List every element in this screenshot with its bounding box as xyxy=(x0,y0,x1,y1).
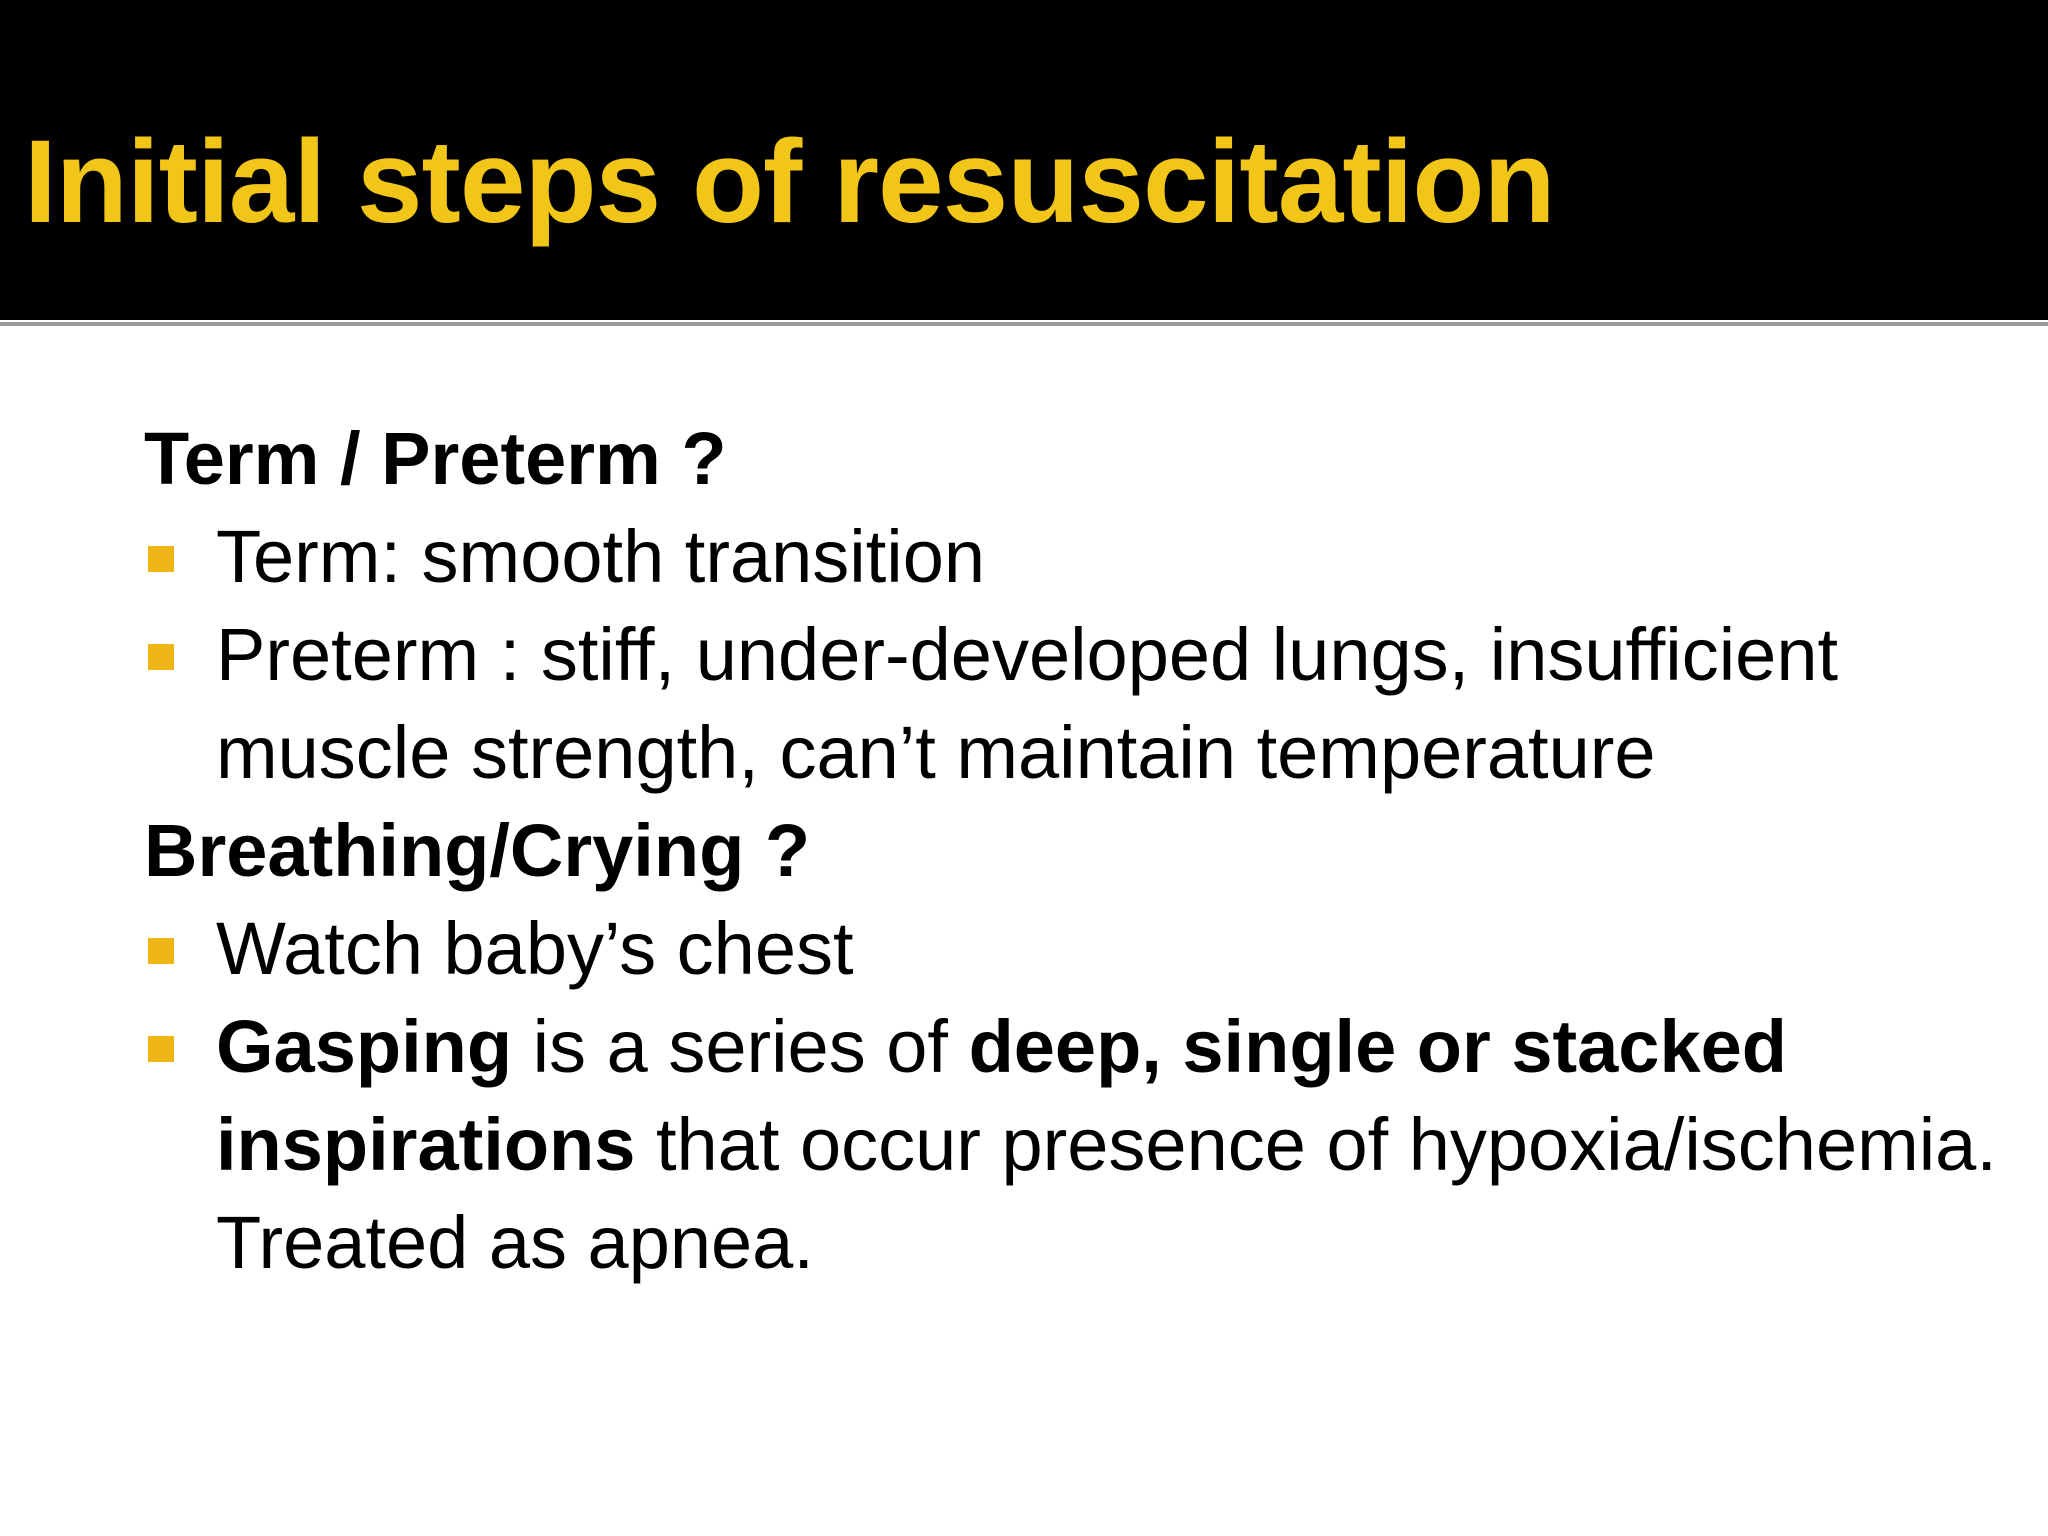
square-bullet-icon xyxy=(148,1036,174,1062)
square-bullet-icon xyxy=(148,938,174,964)
bullet-text: Term: smooth transition xyxy=(216,515,986,598)
square-bullet-icon xyxy=(148,546,174,572)
slide-content xyxy=(144,410,2004,1292)
section-heading-term: Term / Preterm ? xyxy=(144,417,727,500)
bullet-text xyxy=(216,1005,1997,1284)
title-divider xyxy=(0,322,2048,326)
bullet-text: Preterm : stiff, under-developed lungs, insufficient muscle strength, can’t maintain temperature xyxy=(216,613,1839,794)
bullet-item xyxy=(144,606,2004,802)
bullet-item xyxy=(144,900,2004,998)
section-heading-breathing: Breathing/Crying ? xyxy=(144,809,811,892)
bullet-item xyxy=(144,998,2004,1292)
bullet-item xyxy=(144,508,2004,606)
title-bar xyxy=(0,0,2048,320)
bullet-text-run: that occur presence of hypoxia/ischemia. Treated as apnea. xyxy=(216,1103,1997,1284)
bold-phrase: deep, single or stacked inspirations xyxy=(216,1005,1787,1186)
slide-title: Initial steps of resuscitation xyxy=(24,116,1555,248)
bullet-text: Watch baby’s chest xyxy=(216,907,854,990)
bold-term: Gasping xyxy=(216,1005,513,1088)
square-bullet-icon xyxy=(148,644,174,670)
bullet-text-run: is a series of xyxy=(512,1005,969,1088)
